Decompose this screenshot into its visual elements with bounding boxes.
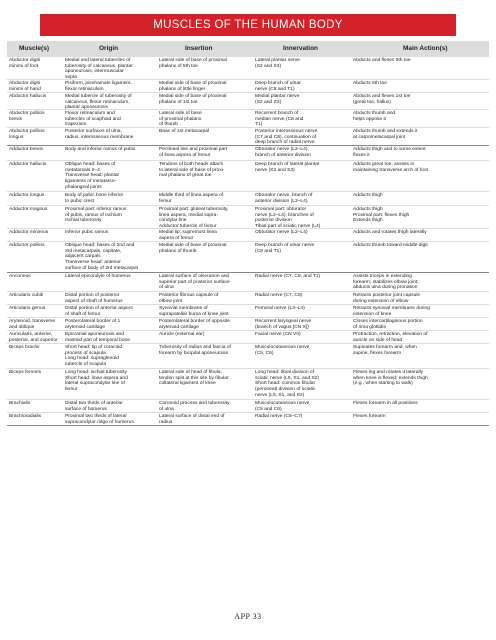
- insertion-cell: Tendons of both heads attach to lateral side of base of proxi- mal phalanx of great toe: [159, 162, 225, 179]
- origin-cell: Oblique head: bases of 2nd and 3rd metacarpals, capitate, adjacent carpals Transverse head: anterior surface of body of 3rd metacarpal: [65, 243, 138, 271]
- table-row: [7, 192, 489, 206]
- insertion-cell: Auricle (external ear): [159, 332, 205, 337]
- origin-cell: Short head: tip of coracoid process of scapula Long head: supraglenoid tubercle of scapula: [65, 345, 123, 368]
- origin-cell: Body of pubic bone inferior to pubic crest: [65, 193, 124, 204]
- innervation-cell: Deep branch of ulnar nerve (C8 and T1): [255, 81, 301, 92]
- origin-cell: Distal portion of anterior aspect of shaft of femur: [65, 306, 133, 317]
- table-row: [7, 80, 489, 93]
- insertion-cell: Proximal part: gluteal tuberosity, linea aspera, medial supra- condylar line Adductor tubercle of femur: [159, 207, 229, 230]
- origin-cell: Proximal part: inferior ramus of pubis, ramus of ischium Ischial tuberosity: [65, 207, 127, 224]
- action-cell: Supinates forearm and, when supine, flexes forearm: [353, 345, 417, 356]
- table-row: [7, 229, 489, 242]
- table-row: [7, 318, 489, 331]
- action-cell: Abducts thumb and extends it at carpometacarpal joint: [353, 129, 418, 140]
- action-cell: Adducts and rotates thigh laterally: [353, 230, 427, 235]
- table-row: [7, 161, 489, 192]
- insertion-cell: Medial side of base of proximal phalanx of 1st toe: [159, 94, 227, 105]
- table-row: [7, 206, 489, 229]
- action-cell: Abducts and flexes 1st toe (great toe, hallux): [353, 94, 411, 105]
- innervation-cell: Obturator nerve (L2–L4), branch of anterior division: [255, 147, 312, 158]
- muscle-name: Abductor hallucis: [9, 94, 47, 99]
- table-row: [7, 146, 489, 161]
- table-row: [7, 344, 489, 369]
- innervation-cell: Musculocutaneous nerve (C5 and C6): [255, 401, 310, 412]
- insertion-cell: Synovial membrane of suprapatellar bursa of knee joint: [159, 306, 229, 317]
- table-row: [7, 273, 489, 292]
- insertion-cell: Posterior fibrous capsule of elbow joint: [159, 293, 219, 304]
- origin-cell: Proximal two thirds of lateral supracondylar ridge of humerus: [65, 414, 134, 425]
- column-header-muscle: Muscle(s): [19, 45, 49, 52]
- muscle-name: Biceps femoris: [9, 370, 42, 375]
- action-cell: Protraction, retraction, elevation of auricle on side of head: [353, 332, 428, 343]
- action-cell: Adducts thigh: [353, 193, 383, 198]
- muscle-name: Adductor hallucis: [9, 162, 47, 167]
- origin-cell: Medial tubercle of tuberosity of calcaneus, flexor retinaculum, plantar aponeurosis: [65, 94, 132, 111]
- insertion-cell: Lateral side of head of fibula; tendon split at this site by fibular collateral ligament of knee: [159, 370, 229, 387]
- innervation-cell: Lateral plantar nerve (S2 and S3): [255, 58, 300, 69]
- column-header-main-actions: Main Action(s): [403, 45, 448, 52]
- insertion-cell: Lateral side of base of proximal phalanx of 5th toe: [159, 58, 227, 69]
- table-section: [7, 273, 489, 426]
- innervation-cell: Proximal part: obturator nerve (L2–L4), branches of posterior division Tibial part of sciatic nerve (L4): [255, 207, 321, 230]
- table-section: [7, 57, 489, 146]
- action-cell: Abducts thumb and helps oppose it: [353, 111, 396, 122]
- table-row: [7, 110, 489, 128]
- innervation-cell: Deep branch of lateral plantar nerve (S2 and S3): [255, 162, 320, 173]
- origin-cell: Long head: ischial tuberosity Short head: linea aspera and lateral supracondylar line of femur: [65, 370, 128, 393]
- muscle-table: [7, 57, 489, 426]
- origin-cell: Posterior surfaces of ulna, radius, interosseous membrane: [65, 129, 134, 140]
- insertion-cell: Middle third of linea aspera of femur: [159, 193, 224, 204]
- insertion-cell: Tuberosity of radius and fascia of forearm by bicipital aponeurosis: [159, 345, 231, 356]
- muscle-name: Biceps brachii: [9, 345, 40, 350]
- origin-cell: Pisiform, pisohamate ligament, flexor retinaculum: [65, 81, 132, 92]
- origin-cell: Epicranial aponeurosis and mastoid part of temporal bone: [65, 332, 130, 343]
- muscle-name: Brachialis: [9, 401, 31, 406]
- muscle-name: Abductor digiti minimi of foot: [9, 58, 40, 69]
- innervation-cell: Femoral nerve (L3–L4): [255, 306, 305, 311]
- innervation-cell: Recurrent laryngeal nerve (branch of vagus [CN X]): [255, 319, 312, 330]
- muscle-name: Auricularis, anterior, posterior, and superior: [9, 332, 58, 343]
- table-row: [7, 292, 489, 305]
- insertion-cell: Medial side of base of proximal phalanx of little finger: [159, 81, 227, 92]
- table-section: [7, 146, 489, 273]
- action-cell: Adducts great toe; assists in maintaining transverse arch of foot: [353, 162, 429, 173]
- table-row: [7, 57, 489, 80]
- page-title: MUSCLES OF THE HUMAN BODY: [40, 14, 456, 36]
- origin-cell: Oblique head: bases of metatarsals 2–4 Transverse head: plantar ligaments of metatarso- phalangeal joints: [65, 162, 120, 190]
- muscle-name: Anconeus: [9, 274, 31, 279]
- muscle-name: Articularis genus: [9, 306, 46, 311]
- column-header-origin: Origin: [99, 45, 119, 52]
- action-cell: Retracts synovial membrane during extension of knee: [353, 306, 430, 317]
- table-row: [7, 400, 489, 413]
- action-cell: Adducts thumb toward middle digit: [353, 243, 428, 248]
- insertion-cell: Lateral surface of olecranon and superior part of posterior surface of ulna: [159, 274, 230, 291]
- muscle-name: Brachioradialis: [9, 414, 42, 419]
- action-cell: Flexes forearm: [353, 414, 386, 419]
- insertion-cell: Coronoid process and tuberosity of ulna: [159, 401, 230, 412]
- origin-cell: Medial and lateral tubercles of tuberosity of calcaneus, plantar aponeurosis, intermuscular septa: [65, 58, 133, 81]
- insertion-cell: Pectineal line and proximal part of linea aspera of femur: [159, 147, 228, 158]
- innervation-cell: Obturator nerve (L2–L4): [255, 230, 308, 235]
- innervation-cell: Recurrent branch of median nerve (C8 and T1): [255, 111, 304, 128]
- action-cell: Abducts 5th toe: [353, 81, 387, 86]
- muscle-name: Arytenoid, transverse and oblique: [9, 319, 56, 330]
- insertion-cell: Medial lip, supremost linea aspera of femur: [159, 230, 217, 241]
- origin-cell: Inferior pubic ramus: [65, 230, 109, 235]
- table-row: [7, 305, 489, 318]
- page-footer: APP 33: [234, 612, 262, 621]
- insertion-cell: Posterolateral border of opposite arytenoid cartilage: [159, 319, 230, 330]
- muscle-name: Adductor minimus: [9, 230, 49, 235]
- innervation-cell: Radial nerve (C5–C7): [255, 414, 303, 419]
- table-header: [7, 41, 489, 57]
- origin-cell: Distal portion of posterior aspect of shaft of humerus: [65, 293, 123, 304]
- innervation-cell: Obturator nerve, branch of anterior division (L2–L4): [255, 193, 313, 204]
- action-cell: Flexes leg and rotates it laterally when knee is flexed; extends thigh (e.g., when starting to walk): [353, 370, 428, 387]
- muscle-name: Abductor pollicis longus: [9, 129, 45, 140]
- innervation-cell: Deep branch of ulnar nerve (C8 and T1): [255, 243, 315, 254]
- innervation-cell: Facial nerve (CN VII): [255, 332, 301, 337]
- table-row: [7, 93, 489, 110]
- muscle-name: Abductor pollicis brevis: [9, 111, 45, 122]
- insertion-cell: Medial side of base of proximal phalanx of thumb: [159, 243, 227, 254]
- origin-cell: Body and inferior ramus of pubis: [65, 147, 136, 152]
- insertion-cell: Base of 1st metacarpal: [159, 129, 210, 134]
- innervation-cell: Radial nerve (C7, C8, and T1): [255, 274, 321, 279]
- table-row: [7, 128, 489, 145]
- table-row: [7, 369, 489, 400]
- table-row: [7, 331, 489, 344]
- muscle-name: Adductor magnus: [9, 207, 48, 212]
- table-row: [7, 413, 489, 425]
- innervation-cell: Posterior interosseous nerve (C7 and C8), continuation of deep branch of radial nerve: [255, 129, 318, 146]
- muscle-name: Adductor longus: [9, 193, 45, 198]
- innervation-cell: Musculocutaneous nerve (C5, C6): [255, 345, 310, 356]
- innervation-cell: Medial plantar nerve (S2 and S3): [255, 94, 300, 105]
- action-cell: Adducts thigh Proximal part: flexes thigh Extends thigh: [353, 207, 410, 224]
- muscle-name: Abductor digiti minimi of hand: [9, 81, 41, 92]
- action-cell: Adducts thigh and to some extent flexes it: [353, 147, 426, 158]
- action-cell: Flexes forearm in all positions: [353, 401, 418, 406]
- action-cell: Abducts and flexes 5th toe: [353, 58, 411, 63]
- action-cell: Retracts posterior joint capsule during extension of elbow: [353, 293, 421, 304]
- origin-cell: Flexor retinaculum and tubercles of scaphoid and trapezium: [65, 111, 121, 128]
- table-row: [7, 242, 489, 272]
- insertion-cell: Lateral side of base of proximal phalanx of thumb: [159, 111, 202, 128]
- muscle-name: Adductor brevis: [9, 147, 43, 152]
- action-cell: Assists triceps in extending forearm; stabilizes elbow joint; abducts ulna during pronation: [353, 274, 419, 291]
- column-header-insertion: Insertion: [185, 45, 213, 52]
- muscle-name: Articularis cubiti: [9, 293, 44, 298]
- origin-cell: Posterolateral border of 1 arytenoid cartilage: [65, 319, 121, 330]
- origin-cell: Distal two thirds of anterior surface of humerus: [65, 401, 123, 412]
- muscle-name: Adductor pollicis: [9, 243, 45, 248]
- origin-cell: Lateral epicondyle of humerus: [65, 274, 131, 279]
- innervation-cell: Long head: tibial division of sciatic nerve (L5, S1, and S2) Short head: common fibular (peroneal) division of sciatic nerve (L5, S1, and S2): [255, 370, 320, 398]
- action-cell: Closes intercartilaginous portion of rima glottidis: [353, 319, 423, 330]
- insertion-cell: Lateral surface of distal end of radius: [159, 414, 225, 425]
- innervation-cell: Radial nerve (C7, C8): [255, 293, 303, 298]
- column-header-innervation: Innervation: [283, 45, 319, 52]
